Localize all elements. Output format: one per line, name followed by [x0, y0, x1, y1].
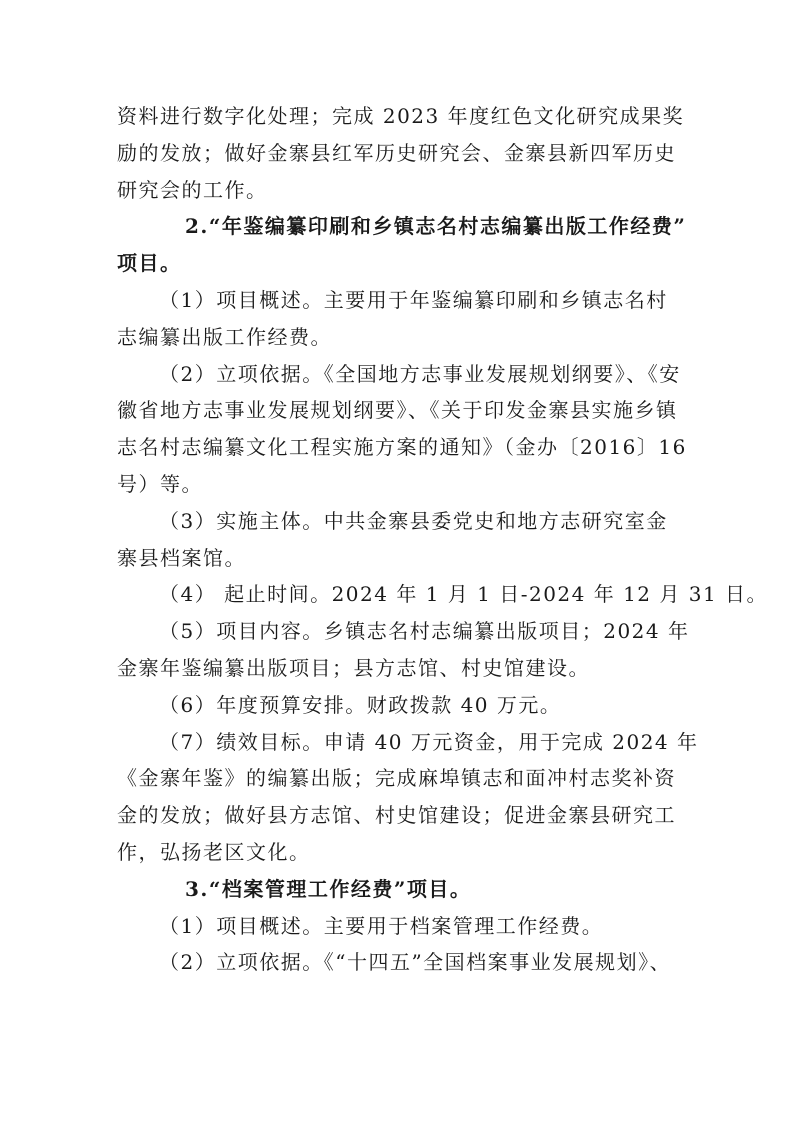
text-line: （3）实施主体。中共金寨县委党史和地方志研究室金 — [159, 508, 668, 533]
paragraph-item-2-5 — [117, 613, 690, 687]
text-line: 作，弘扬老区文化。 — [117, 839, 311, 864]
heading-line: 项目。 — [117, 251, 182, 276]
text-line: 金的发放；做好县方志馆、村史馆建设；促进金寨县研究工 — [117, 803, 676, 828]
paragraph-item-2-1 — [117, 282, 677, 356]
document-body — [117, 98, 769, 981]
text-line: 志名村志编纂文化工程实施方案的通知》（金办〔2016〕16 — [117, 435, 687, 460]
text-line: （7）绩效目标。申请 40 万元资金，用于完成 2024 年 — [159, 729, 699, 754]
text-line: （1）项目概述。主要用于年鉴编纂印刷和乡镇志名村 — [159, 287, 668, 312]
paragraph-item-2-7 — [117, 724, 699, 871]
text-line: 研究会的工作。 — [117, 177, 268, 202]
text-line: （1）项目概述。主要用于档案管理工作经费。 — [159, 913, 604, 938]
section-heading-3 — [117, 871, 677, 908]
text-line: 金寨年鉴编纂出版项目；县方志馆、村史馆建设。 — [117, 655, 590, 680]
text-line: 励的发放；做好金寨县红军历史研究会、金寨县新四军历史 — [117, 140, 676, 165]
section-heading-2 — [117, 208, 687, 282]
text-line: （6）年度预算安排。财政拨款 40 万元。 — [159, 692, 562, 717]
heading-line: 2.“年鉴编纂印刷和乡镇志名村志编纂出版工作经费” — [185, 214, 687, 239]
text-line: 资料进行数字化处理；完成 2023 年度红色文化研究成果奖 — [117, 104, 685, 128]
text-line: 号）等。 — [117, 471, 203, 496]
paragraph-item-2-2 — [117, 356, 687, 503]
paragraph-item-3-1 — [117, 908, 677, 945]
paragraph-item-2-4 — [117, 576, 769, 613]
heading-line: 3.“档案管理工作经费”项目。 — [185, 876, 472, 901]
text-line: （4） 起止时间。2024 年 1 月 1 日-2024 年 12 月 31 日。 — [159, 582, 769, 607]
text-line: （2）立项依据。《全国地方志事业发展规划纲要》、《安 — [159, 361, 681, 386]
paragraph-item-2-6 — [117, 687, 677, 724]
text-line: 《金寨年鉴》的编纂出版；完成麻埠镇志和面冲村志奖补资 — [117, 766, 676, 791]
paragraph-item-2-3 — [117, 503, 677, 577]
paragraph-item-3-2 — [117, 944, 677, 981]
text-line: （2）立项依据。《“十四五”全国档案事业发展规划》、 — [159, 950, 672, 975]
text-line: 徽省地方志事业发展规划纲要》、《关于印发金寨县实施乡镇 — [117, 398, 678, 423]
text-line: 志编纂出版工作经费。 — [117, 324, 332, 349]
text-line: 寨县档案馆。 — [117, 545, 246, 570]
paragraph-intro-continuation — [117, 98, 685, 208]
text-line: （5）项目内容。乡镇志名村志编纂出版项目；2024 年 — [159, 619, 690, 644]
